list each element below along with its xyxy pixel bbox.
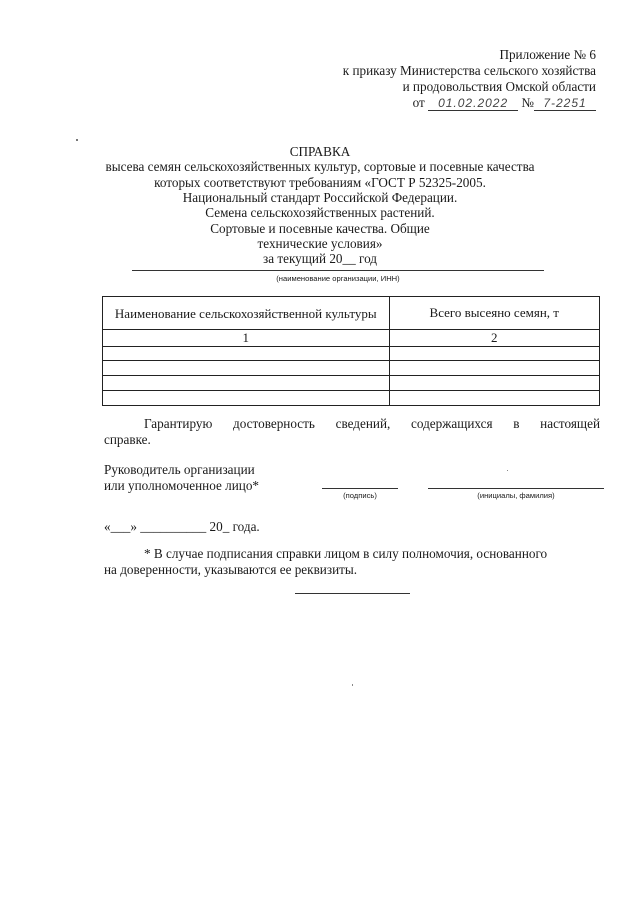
guarantee-line: Гарантирую достоверность сведений, содержащихся в настоящей (144, 416, 600, 431)
appendix-line: Приложение № 6 (499, 47, 596, 62)
role-line: Руководитель организации (104, 462, 255, 477)
name-line (428, 488, 604, 489)
appendix-header (196, 47, 596, 111)
table-cell (389, 346, 600, 360)
order-date-number (196, 95, 596, 111)
organization-line (132, 270, 544, 271)
table-cell (103, 375, 390, 390)
ministry-line: и продовольствия Омской области (402, 78, 596, 94)
table-cell (389, 360, 600, 375)
title-heading: СПРАВКА (289, 144, 351, 159)
seed-table (102, 296, 600, 406)
signature-caption: (подпись) (343, 491, 377, 500)
title-year-line: за текущий 20__ год (262, 251, 378, 267)
table-row (103, 390, 600, 405)
handwritten-number: 7-2251 (534, 96, 596, 111)
table-row (103, 375, 600, 390)
scan-speck (352, 684, 353, 686)
table-cell (389, 375, 600, 390)
table-header-row (103, 297, 600, 330)
title-line: Сортовые и посевные качества. Общие (210, 220, 430, 236)
table-cell (103, 360, 390, 375)
footnote-line: на доверенности, указываются ее реквизиты. (104, 561, 358, 577)
from-label: от (412, 94, 425, 110)
signing-date-line: «___» __________ 20_ года. (104, 519, 260, 534)
table-cell (103, 390, 390, 405)
column-number: 2 (389, 330, 600, 347)
table-cell (389, 390, 600, 405)
name-caption: (инициалы, фамилия) (477, 491, 555, 500)
signature-line (322, 488, 398, 489)
title-line: которых соответствуют требованиям «ГОСТ Р 52325-2005. (154, 174, 486, 190)
culture-header: Наименование сельскохозяйственной культуры (103, 297, 390, 330)
table-number-row (103, 330, 600, 347)
table-row (103, 360, 600, 375)
order-line: к приказу Министерства сельского хозяйства (342, 62, 596, 78)
guarantee-line: справке. (104, 431, 151, 447)
sown-header: Всего высеяно семян, т (389, 297, 600, 330)
title-line: технические условия» (257, 235, 383, 251)
guarantee-paragraph (104, 416, 600, 448)
organization-caption: (наименование организации, ИНН) (276, 274, 400, 283)
title-line: Семена сельскохозяйственных растений. (205, 205, 435, 221)
table-row (103, 346, 600, 360)
closing-rule (295, 593, 410, 594)
number-label: № (521, 94, 534, 110)
footnote-line: * В случае подписания справки лицом в силу полномочия, основанного (144, 546, 548, 561)
column-number: 1 (103, 330, 390, 347)
title-line: высева семян сельскохозяйственных культур, сортовые и посевные качества (105, 159, 535, 175)
role-line: или уполномоченное лицо* (104, 477, 260, 493)
signatory-role (104, 462, 259, 494)
title-line: Национальный стандарт Российской Федерации. (182, 189, 458, 205)
scan-speck (76, 139, 78, 141)
scan-speck (507, 470, 508, 471)
handwritten-date: 01.02.2022 (428, 96, 518, 111)
document-title (60, 144, 580, 267)
footnote (104, 546, 604, 578)
table-cell (103, 346, 390, 360)
